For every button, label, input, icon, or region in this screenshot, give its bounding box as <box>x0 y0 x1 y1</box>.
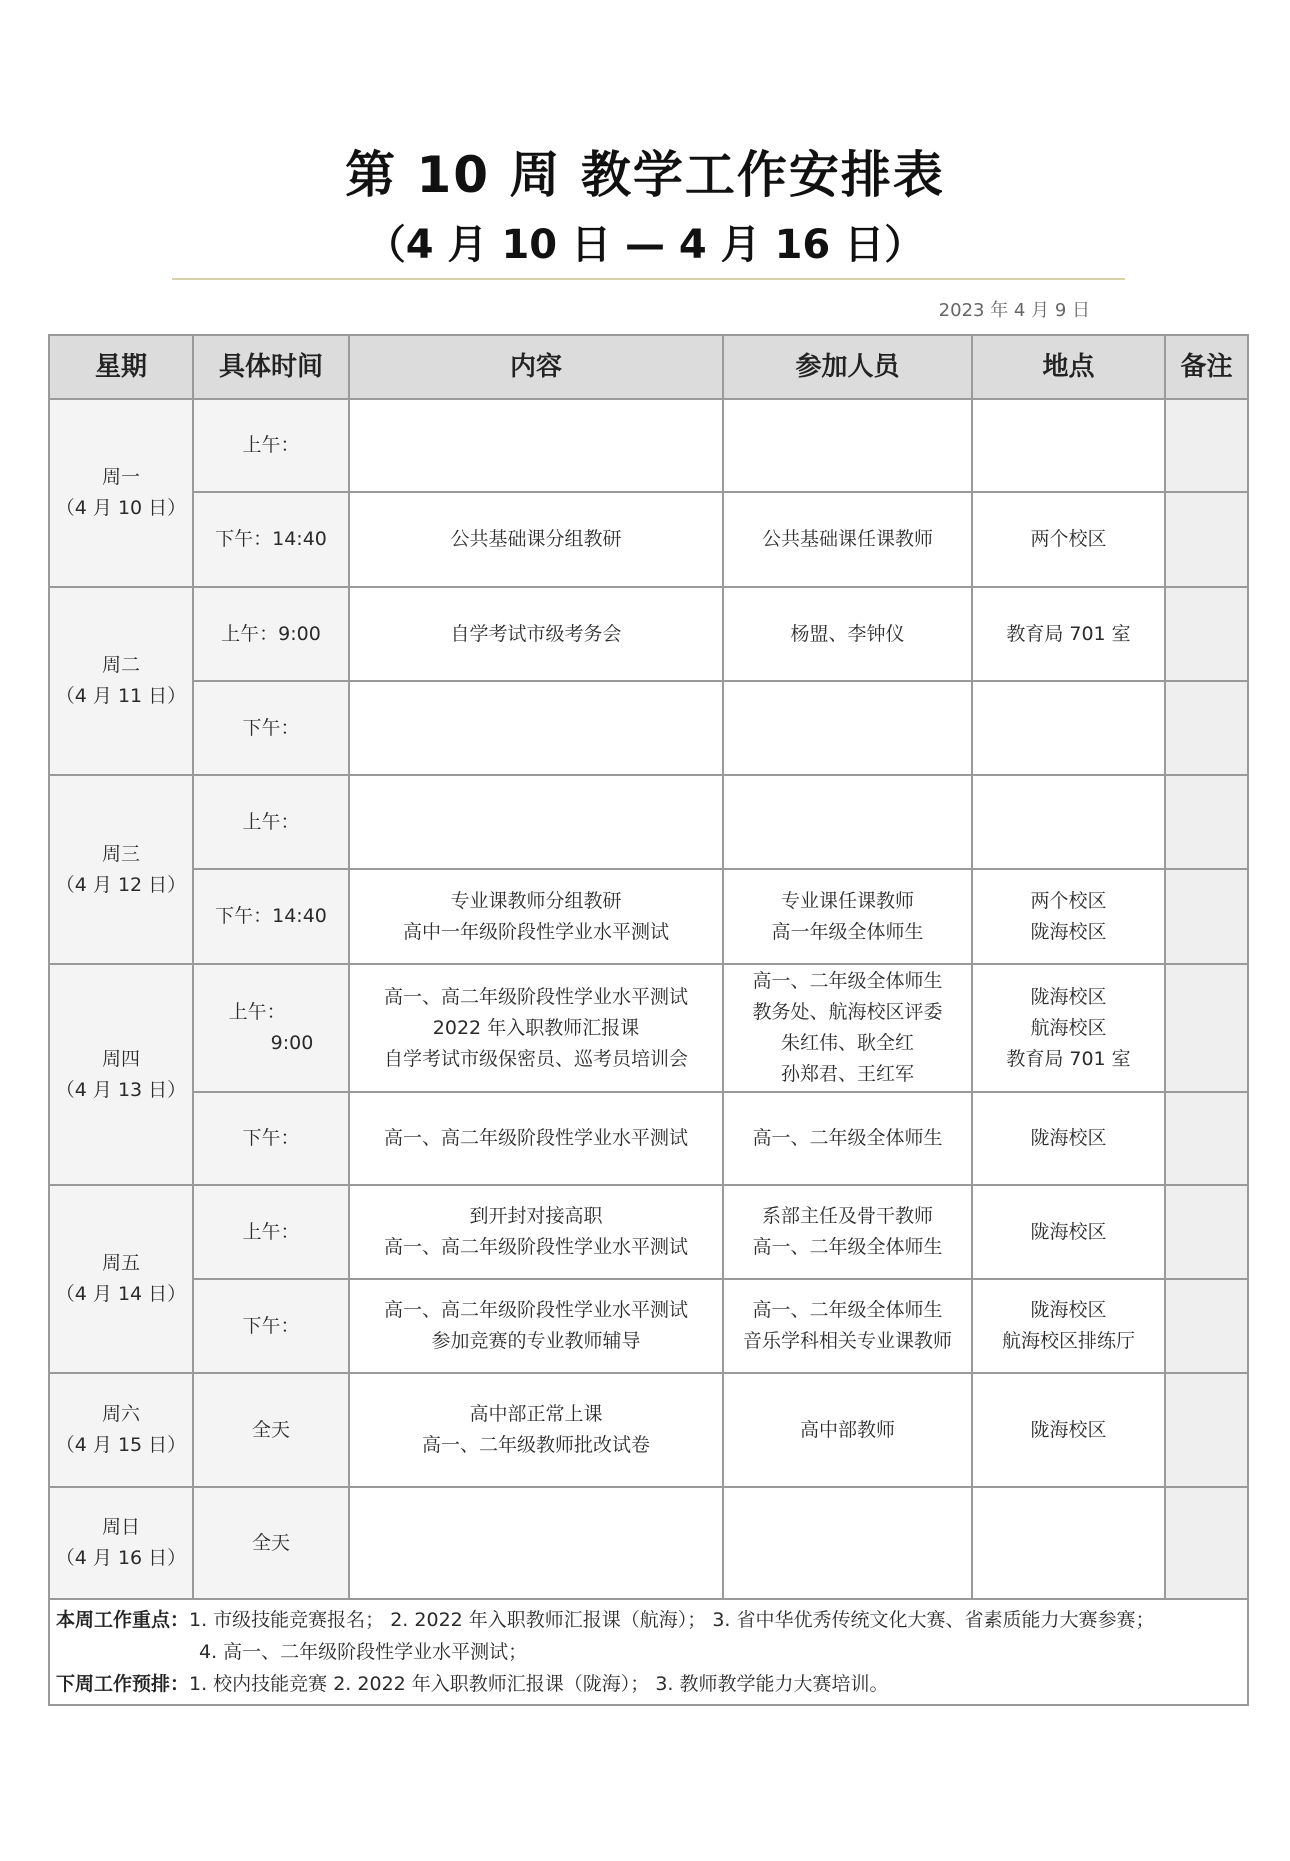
content-line: 高一、高二年级阶段性学业水平测试 <box>383 985 688 1008</box>
remarks-cell <box>1165 492 1248 587</box>
time-cell: 上午： <box>193 775 349 869</box>
day-name: 周二 <box>101 654 140 676</box>
content-line: 高一、二年级教师批改试卷 <box>421 1434 650 1456</box>
location-line: 航海校区 <box>1030 1016 1107 1039</box>
col-header-remarks: 备注 <box>1165 335 1248 399</box>
time-cell: 全天 <box>193 1373 349 1487</box>
footer-row <box>49 1599 1248 1705</box>
col-header-content: 内容 <box>349 335 723 399</box>
location-cell <box>972 964 1165 1092</box>
participants-line: 教务处、航海校区评委 <box>752 1001 943 1023</box>
schedule-table <box>48 334 1249 1706</box>
time-label: 上午： <box>228 1001 286 1023</box>
location-line: 航海校区排练厅 <box>1001 1330 1135 1352</box>
time-cell: 下午： <box>193 1279 349 1373</box>
content-cell <box>349 1373 723 1487</box>
day-date: （4 月 12 日） <box>55 873 187 896</box>
participants-cell <box>723 1185 972 1279</box>
table-row <box>49 492 1248 587</box>
content-line: 高一、高二年级阶段性学业水平测试 <box>383 1236 688 1258</box>
remarks-cell <box>1165 869 1248 964</box>
participants-cell <box>723 964 972 1092</box>
content-cell: 自学考试市级考务会 <box>349 587 723 681</box>
day-cell <box>49 964 193 1185</box>
remarks-cell <box>1165 1279 1248 1373</box>
day-date: （4 月 11 日） <box>55 685 187 707</box>
location-cell: 陇海校区 <box>972 1373 1165 1487</box>
day-cell <box>49 587 193 775</box>
time-cell: 下午：14:40 <box>193 869 349 964</box>
table-row <box>49 1092 1248 1185</box>
location-line: 陇海校区 <box>1030 1299 1107 1321</box>
col-header-location: 地点 <box>972 335 1165 399</box>
participants-line: 孙郑君、王红军 <box>780 1063 914 1085</box>
title-divider <box>172 278 1125 280</box>
participants-cell <box>723 1279 972 1373</box>
day-cell <box>49 1373 193 1487</box>
next-week-items: 1. 校内技能竞赛 2. 2022 年入职教师汇报课（陇海）； 3. 教师教学能力大赛培训。 <box>189 1673 889 1695</box>
remarks-cell <box>1165 1185 1248 1279</box>
location-cell <box>972 399 1165 492</box>
location-cell: 陇海校区 <box>972 1185 1165 1279</box>
remarks-cell <box>1165 1487 1248 1599</box>
participants-line: 系部主任及骨干教师 <box>761 1205 933 1227</box>
day-name: 周三 <box>101 842 140 865</box>
date-range-subtitle: （4 月 10 日 — 4 月 16 日） <box>365 222 925 268</box>
time-cell: 下午：14:40 <box>193 492 349 587</box>
participants-cell <box>723 775 972 869</box>
next-week-label: 下周工作预排： <box>56 1673 190 1695</box>
col-header-weekday: 星期 <box>49 335 193 399</box>
footer-notes <box>49 1599 1248 1705</box>
time-cell: 下午： <box>193 1092 349 1185</box>
table-row <box>49 1279 1248 1373</box>
participants-line: 音乐学科相关专业课教师 <box>742 1330 952 1352</box>
content-cell: 高一、高二年级阶段性学业水平测试 <box>349 1092 723 1185</box>
day-name: 周一 <box>101 466 140 488</box>
participants-line: 朱红伟、耿全红 <box>780 1032 914 1054</box>
content-cell <box>349 1487 723 1599</box>
remarks-cell <box>1165 399 1248 492</box>
table-row <box>49 1373 1248 1487</box>
day-date: （4 月 14 日） <box>55 1283 187 1305</box>
time-cell: 上午： <box>193 1185 349 1279</box>
content-line: 高中一年级阶段性学业水平测试 <box>402 920 669 943</box>
day-name: 周日 <box>101 1516 140 1538</box>
content-line: 参加竞赛的专业教师辅导 <box>431 1330 641 1352</box>
content-line: 2022 年入职教师汇报课 <box>432 1016 640 1039</box>
content-cell <box>349 1185 723 1279</box>
time-cell <box>193 964 349 1092</box>
day-date: （4 月 13 日） <box>55 1078 187 1101</box>
remarks-cell <box>1165 1092 1248 1185</box>
participants-cell <box>723 681 972 775</box>
remarks-cell <box>1165 681 1248 775</box>
participants-cell: 公共基础课任课教师 <box>723 492 972 587</box>
location-line: 教育局 701 室 <box>1006 1047 1131 1070</box>
participants-cell: 高一、二年级全体师生 <box>723 1092 972 1185</box>
location-line: 两个校区 <box>1030 889 1107 912</box>
day-cell <box>49 1487 193 1599</box>
day-cell <box>49 399 193 587</box>
weekly-focus-line <box>56 1604 1241 1636</box>
location-cell <box>972 1279 1165 1373</box>
content-cell <box>349 1279 723 1373</box>
participants-cell: 杨盟、李钟仪 <box>723 587 972 681</box>
participants-line: 高一、二年级全体师生 <box>752 1236 943 1258</box>
content-line: 高中部正常上课 <box>469 1403 603 1425</box>
table-row <box>49 1185 1248 1279</box>
location-cell <box>972 869 1165 964</box>
table-row <box>49 869 1248 964</box>
content-line: 高一、高二年级阶段性学业水平测试 <box>383 1299 688 1321</box>
content-cell <box>349 681 723 775</box>
table-row <box>49 1487 1248 1599</box>
day-name: 周四 <box>101 1047 140 1070</box>
table-row <box>49 399 1248 492</box>
table-row <box>49 964 1248 1092</box>
participants-line: 高一、二年级全体师生 <box>752 1299 943 1321</box>
location-line: 陇海校区 <box>1030 985 1107 1008</box>
issue-date: 2023 年 4 月 9 日 <box>938 300 1090 321</box>
participants-cell: 高中部教师 <box>723 1373 972 1487</box>
header-row <box>49 335 1248 399</box>
content-line: 自学考试市级保密员、巡考员培训会 <box>383 1047 688 1070</box>
day-date: （4 月 15 日） <box>55 1434 187 1456</box>
next-week-line <box>56 1668 1241 1700</box>
content-line: 到开封对接高职 <box>469 1205 603 1227</box>
table-row <box>49 681 1248 775</box>
day-cell <box>49 775 193 964</box>
table-row <box>49 775 1248 869</box>
content-line: 专业课教师分组教研 <box>450 889 622 912</box>
weekly-focus-items: 1. 市级技能竞赛报名； 2. 2022 年入职教师汇报课（航海）； 3. 省中华优秀传统文化大赛、省素质能力大赛参赛； <box>189 1609 1155 1631</box>
day-date: （4 月 10 日） <box>55 497 187 519</box>
remarks-cell <box>1165 964 1248 1092</box>
location-cell: 陇海校区 <box>972 1092 1165 1185</box>
day-name: 周五 <box>101 1252 140 1274</box>
weekly-focus-items-cont: 4. 高一、二年级阶段性学业水平测试； <box>199 1641 528 1663</box>
day-date: （4 月 16 日） <box>55 1547 187 1569</box>
day-cell <box>49 1185 193 1373</box>
location-cell: 两个校区 <box>972 492 1165 587</box>
time-cell: 上午：9:00 <box>193 587 349 681</box>
location-cell <box>972 775 1165 869</box>
table-row <box>49 587 1248 681</box>
location-cell: 教育局 701 室 <box>972 587 1165 681</box>
time-cell: 上午： <box>193 399 349 492</box>
location-line: 陇海校区 <box>1030 920 1107 943</box>
remarks-cell <box>1165 775 1248 869</box>
location-cell <box>972 1487 1165 1599</box>
weekly-focus-label: 本周工作重点： <box>56 1609 190 1631</box>
day-name: 周六 <box>101 1403 140 1425</box>
participants-cell <box>723 399 972 492</box>
content-cell <box>349 869 723 964</box>
location-cell <box>972 681 1165 775</box>
participants-cell <box>723 869 972 964</box>
time-cell: 下午： <box>193 681 349 775</box>
participants-cell <box>723 1487 972 1599</box>
participants-line: 专业课任课教师 <box>780 889 914 912</box>
content-cell <box>349 775 723 869</box>
content-cell <box>349 399 723 492</box>
remarks-cell <box>1165 587 1248 681</box>
participants-line: 高一、二年级全体师生 <box>752 970 943 992</box>
col-header-time: 具体时间 <box>193 335 349 399</box>
content-cell: 公共基础课分组教研 <box>349 492 723 587</box>
time-value: 9:00 <box>270 1032 314 1054</box>
content-cell <box>349 964 723 1092</box>
participants-line: 高一年级全体师生 <box>771 920 924 943</box>
page-title: 第 10 周 教学工作安排表 <box>345 146 945 204</box>
col-header-participants: 参加人员 <box>723 335 972 399</box>
remarks-cell <box>1165 1373 1248 1487</box>
time-cell: 全天 <box>193 1487 349 1599</box>
